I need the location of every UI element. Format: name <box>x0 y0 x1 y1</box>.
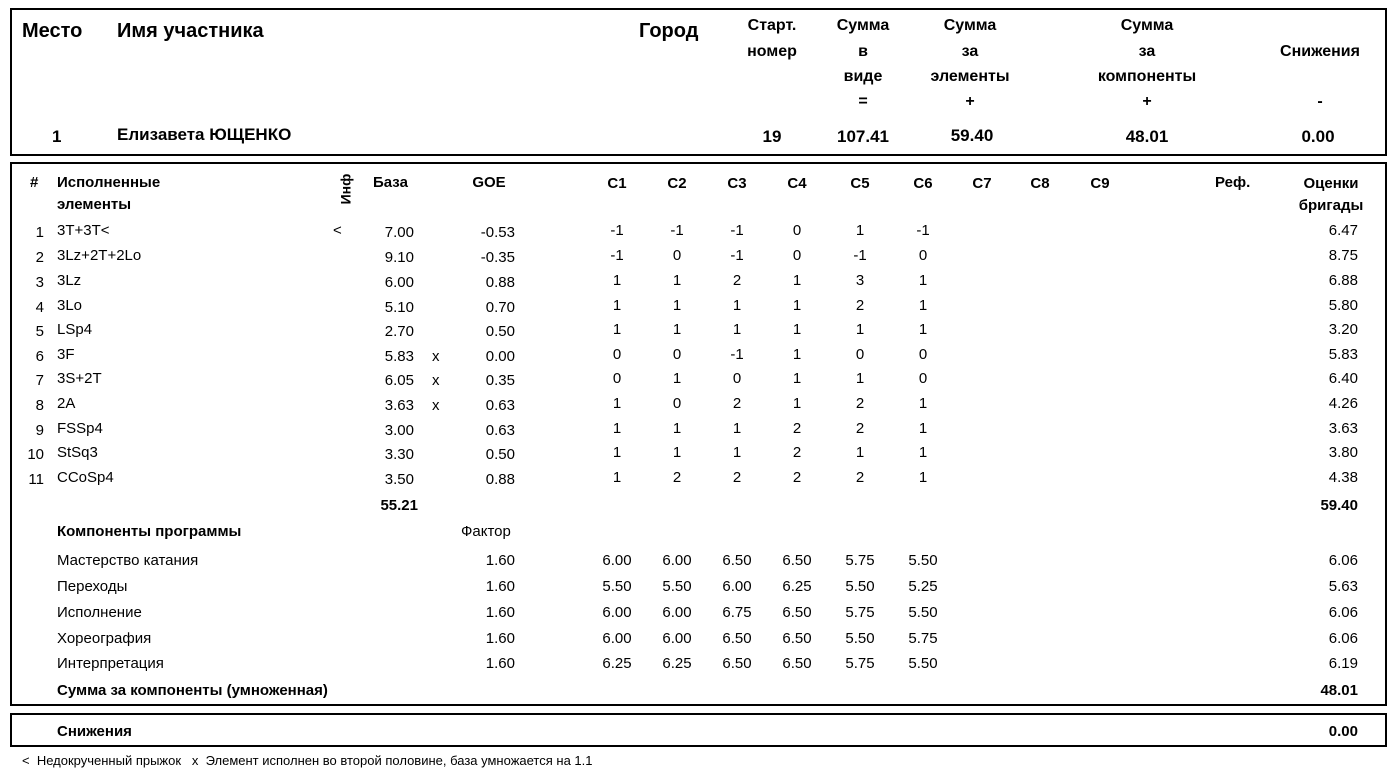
legend: < Недокрученный прыжок x Элемент исполнен во второй половине, база умножается на 1.1 <box>22 753 593 768</box>
judge-component-score: 6.75 <box>722 604 752 621</box>
judge-goe: 0 <box>612 370 622 387</box>
factor-header: Фактор <box>461 523 511 540</box>
total-header: Сумма <box>836 17 890 34</box>
components-sum-header: + <box>1142 93 1152 110</box>
judge-goe: 1 <box>672 444 682 461</box>
judge-goe: 2 <box>855 297 865 314</box>
skater-name: Елизавета ЮЩЕНКО <box>117 125 292 144</box>
element-score: 8.75 <box>1328 247 1358 264</box>
judge-component-score: 6.50 <box>722 630 752 647</box>
judge-goe: -1 <box>610 247 624 264</box>
element-name: 3S+2T <box>57 370 102 387</box>
elements-sum-header: Сумма <box>943 17 997 34</box>
element-goe: 0.00 <box>485 348 515 365</box>
element-number: 4 <box>35 299 44 316</box>
judge-goe: 2 <box>855 395 865 412</box>
element-base: 2.70 <box>384 323 414 340</box>
deductions-total: 0.00 <box>1328 723 1358 740</box>
name-header: Имя участника <box>117 20 264 42</box>
component-name: Переходы <box>57 578 128 595</box>
element-name: 3F <box>57 346 75 363</box>
components-title: Компоненты программы <box>57 523 242 540</box>
component-name: Мастерство катания <box>57 552 199 569</box>
start-header: номер <box>747 43 797 60</box>
element-base: 6.00 <box>384 274 414 291</box>
judge-goe: 1 <box>918 469 928 486</box>
element-goe: 0.63 <box>485 422 515 439</box>
judge-goe: 1 <box>672 297 682 314</box>
judge-header-8: C8 <box>1030 175 1050 192</box>
element-score: 6.88 <box>1328 272 1358 289</box>
components-total-value: 48.01 <box>1320 682 1358 699</box>
start-number-value: 19 <box>762 127 782 146</box>
component-name: Исполнение <box>57 604 142 621</box>
element-base: 6.05 <box>384 372 414 389</box>
judge-component-score: 6.50 <box>722 552 752 569</box>
judge-goe: 1 <box>732 420 742 437</box>
judge-header-1: C1 <box>607 175 627 192</box>
judge-component-score: 6.00 <box>602 630 632 647</box>
element-goe: 0.50 <box>485 446 515 463</box>
second-half-flag: x <box>432 372 440 389</box>
judge-component-score: 6.50 <box>722 655 752 672</box>
col-score-header: бригады <box>1298 197 1364 214</box>
judge-goe: 2 <box>792 469 802 486</box>
elements-sum-header: элементы <box>930 68 1010 85</box>
component-factor: 1.60 <box>485 552 515 569</box>
deductions-header: Снижения <box>1280 43 1360 60</box>
base-total: 55.21 <box>380 497 418 514</box>
judge-component-score: 6.50 <box>782 655 812 672</box>
col-element-header: элементы <box>57 196 132 213</box>
judge-goe: 0 <box>672 247 682 264</box>
element-number: 8 <box>35 397 44 414</box>
judge-goe: 0 <box>612 346 622 363</box>
element-goe: 0.35 <box>485 372 515 389</box>
judge-component-score: 5.75 <box>845 655 875 672</box>
total-header: в <box>858 43 868 60</box>
judge-header-5: C5 <box>850 175 870 192</box>
element-score: 6.40 <box>1328 370 1358 387</box>
judge-component-score: 6.00 <box>662 630 692 647</box>
judge-goe: 2 <box>855 469 865 486</box>
judge-component-score: 5.75 <box>845 552 875 569</box>
judge-goe: 1 <box>792 370 802 387</box>
element-score: 3.80 <box>1328 444 1358 461</box>
components-sum-header: за <box>1138 43 1156 60</box>
judge-goe: 3 <box>855 272 865 289</box>
component-factor: 1.60 <box>485 578 515 595</box>
judge-goe: 0 <box>792 247 802 264</box>
judge-goe: 0 <box>672 346 682 363</box>
element-number: 7 <box>35 372 44 389</box>
element-goe: 0.63 <box>485 397 515 414</box>
element-score: 3.20 <box>1328 321 1358 338</box>
judge-goe: 2 <box>792 444 802 461</box>
element-base: 5.10 <box>384 299 414 316</box>
element-base: 9.10 <box>384 249 414 266</box>
judge-goe: 1 <box>732 321 742 338</box>
judge-goe: 2 <box>792 420 802 437</box>
judge-goe: 2 <box>855 420 865 437</box>
element-name: 3T+3T< <box>57 222 110 239</box>
judge-goe: 1 <box>918 444 928 461</box>
judge-component-score: 6.00 <box>662 604 692 621</box>
element-name: CCoSp4 <box>57 469 114 486</box>
judge-component-score: 5.25 <box>908 578 938 595</box>
element-number: 10 <box>27 446 44 463</box>
start-header: Старт. <box>747 17 797 34</box>
element-number: 9 <box>35 422 44 439</box>
judge-header-2: C2 <box>667 175 687 192</box>
element-name: 3Lz <box>57 272 82 289</box>
col-element-header: Исполненные <box>57 174 161 191</box>
element-number: 3 <box>35 274 44 291</box>
judge-header-7: C7 <box>972 175 992 192</box>
judge-component-score: 6.25 <box>662 655 692 672</box>
deductions-header: - <box>1317 93 1323 110</box>
judge-goe: -1 <box>670 222 684 239</box>
component-score: 6.06 <box>1328 604 1358 621</box>
judge-component-score: 6.00 <box>602 552 632 569</box>
element-score: 5.80 <box>1328 297 1358 314</box>
col-score-header: Оценки <box>1303 175 1359 192</box>
judge-goe: 1 <box>792 395 802 412</box>
components-score-value: 48.01 <box>1125 127 1169 146</box>
total-header: виде <box>843 68 883 85</box>
element-number: 5 <box>35 323 44 340</box>
elements-sum-header: за <box>961 43 979 60</box>
judge-goe: 1 <box>855 321 865 338</box>
deductions-box <box>10 713 1387 747</box>
component-score: 6.06 <box>1328 552 1358 569</box>
element-goe: 0.88 <box>485 471 515 488</box>
judge-goe: 1 <box>612 321 622 338</box>
judge-component-score: 6.25 <box>782 578 812 595</box>
judge-component-score: 6.50 <box>782 604 812 621</box>
judge-component-score: 5.50 <box>908 552 938 569</box>
judge-goe: 1 <box>855 370 865 387</box>
details-box <box>10 162 1387 706</box>
judge-header-3: C3 <box>727 175 747 192</box>
total-header: = <box>858 93 868 110</box>
element-base: 7.00 <box>384 224 414 241</box>
judge-goe: -1 <box>730 222 744 239</box>
judge-goe: 1 <box>672 321 682 338</box>
judge-component-score: 5.50 <box>662 578 692 595</box>
judge-component-score: 5.50 <box>908 655 938 672</box>
judge-goe: 1 <box>612 420 622 437</box>
components-sum-header: Сумма <box>1120 17 1174 34</box>
judge-goe: 1 <box>918 297 928 314</box>
judge-goe: 0 <box>918 247 928 264</box>
component-factor: 1.60 <box>485 604 515 621</box>
col-num-header: # <box>30 174 39 191</box>
judge-component-score: 5.50 <box>845 578 875 595</box>
element-name: 2A <box>57 395 76 412</box>
judge-goe: -1 <box>610 222 624 239</box>
judge-component-score: 6.50 <box>782 630 812 647</box>
judge-goe: 1 <box>855 222 865 239</box>
judge-goe: 1 <box>612 469 622 486</box>
components-sum-header: компоненты <box>1097 68 1197 85</box>
judge-goe: 1 <box>732 297 742 314</box>
judge-goe: 1 <box>612 444 622 461</box>
component-name: Интерпретация <box>57 655 164 672</box>
judge-goe: -1 <box>916 222 930 239</box>
component-factor: 1.60 <box>485 630 515 647</box>
judge-component-score: 6.25 <box>602 655 632 672</box>
component-name: Хореография <box>57 630 152 647</box>
element-score: 3.63 <box>1328 420 1358 437</box>
elements-sum-header: + <box>965 93 975 110</box>
judge-goe: 0 <box>732 370 742 387</box>
judge-goe: -1 <box>853 247 867 264</box>
element-base: 5.83 <box>384 348 414 365</box>
element-score: 4.26 <box>1328 395 1358 412</box>
judge-component-score: 5.50 <box>908 604 938 621</box>
element-goe: 0.50 <box>485 323 515 340</box>
component-factor: 1.60 <box>485 655 515 672</box>
judge-goe: -1 <box>730 247 744 264</box>
judge-goe: 1 <box>918 420 928 437</box>
col-base-header: База <box>373 174 408 191</box>
col-goe-header: GOE <box>472 174 506 191</box>
element-goe: 0.70 <box>485 299 515 316</box>
judge-component-score: 6.00 <box>722 578 752 595</box>
judge-goe: 2 <box>672 469 682 486</box>
component-score: 6.19 <box>1328 655 1358 672</box>
judge-goe: 1 <box>792 321 802 338</box>
judge-goe: 1 <box>792 272 802 289</box>
element-number: 11 <box>28 471 44 488</box>
judge-goe: 1 <box>855 444 865 461</box>
element-goe: 0.88 <box>485 274 515 291</box>
element-goe: -0.53 <box>480 224 515 241</box>
judge-goe: 1 <box>918 321 928 338</box>
judge-goe: 2 <box>732 395 742 412</box>
element-base: 3.00 <box>384 422 414 439</box>
judge-component-score: 5.75 <box>845 604 875 621</box>
judge-goe: -1 <box>730 346 744 363</box>
element-name: 3Lo <box>57 297 83 314</box>
judge-goe: 1 <box>792 346 802 363</box>
elements-score-value: 59.40 <box>950 126 994 145</box>
judge-component-score: 5.75 <box>908 630 938 647</box>
judge-goe: 1 <box>918 272 928 289</box>
element-name: 3Lz+2T+2Lo <box>57 247 142 264</box>
judge-goe: 1 <box>918 395 928 412</box>
judge-component-score: 5.50 <box>845 630 875 647</box>
elements-score-total: 59.40 <box>1320 497 1358 514</box>
element-number: 2 <box>35 249 44 266</box>
judge-component-score: 6.00 <box>662 552 692 569</box>
city-header: Город <box>639 20 699 42</box>
judge-goe: 0 <box>855 346 865 363</box>
second-half-flag: x <box>432 348 440 365</box>
element-name: FSSp4 <box>57 420 103 437</box>
deductions-label: Снижения <box>57 723 132 740</box>
judge-header-9: C9 <box>1090 175 1110 192</box>
judge-header-6: C6 <box>913 175 933 192</box>
place-value: 1 <box>52 127 62 146</box>
element-goe: -0.35 <box>480 249 515 266</box>
judge-goe: 1 <box>792 297 802 314</box>
element-name: StSq3 <box>57 444 98 461</box>
deductions-value: 0.00 <box>1301 127 1335 146</box>
judge-goe: 1 <box>672 370 682 387</box>
judge-goe: 1 <box>612 272 622 289</box>
element-score: 6.47 <box>1328 222 1358 239</box>
element-score: 5.83 <box>1328 346 1358 363</box>
judge-header-4: C4 <box>787 175 807 192</box>
component-score: 5.63 <box>1328 578 1358 595</box>
judge-goe: 1 <box>732 444 742 461</box>
judge-goe: 0 <box>672 395 682 412</box>
judge-goe: 1 <box>612 395 622 412</box>
element-score: 4.38 <box>1328 469 1358 486</box>
element-base: 3.50 <box>384 471 414 488</box>
judge-goe: 1 <box>612 297 622 314</box>
judge-component-score: 5.50 <box>602 578 632 595</box>
judge-component-score: 6.50 <box>782 552 812 569</box>
judge-goe: 0 <box>918 370 928 387</box>
col-info-header: Инф <box>337 173 354 205</box>
judge-goe: 1 <box>672 272 682 289</box>
element-number: 1 <box>35 224 44 241</box>
judge-component-score: 6.00 <box>602 604 632 621</box>
second-half-flag: x <box>432 397 440 414</box>
components-total-label: Сумма за компоненты (умноженная) <box>57 682 328 699</box>
place-header: Место <box>22 20 83 42</box>
judge-goe: 2 <box>732 272 742 289</box>
element-base: 3.63 <box>384 397 414 414</box>
element-number: 6 <box>35 348 44 365</box>
judge-goe: 1 <box>672 420 682 437</box>
judge-goe: 2 <box>732 469 742 486</box>
judge-goe: 0 <box>792 222 802 239</box>
element-info-flag: < <box>333 222 342 239</box>
judge-goe: 0 <box>918 346 928 363</box>
element-base: 3.30 <box>384 446 414 463</box>
element-name: LSp4 <box>57 321 93 338</box>
component-score: 6.06 <box>1328 630 1358 647</box>
total-score-value: 107.41 <box>837 127 889 146</box>
col-ref-header: Реф. <box>1215 174 1251 191</box>
